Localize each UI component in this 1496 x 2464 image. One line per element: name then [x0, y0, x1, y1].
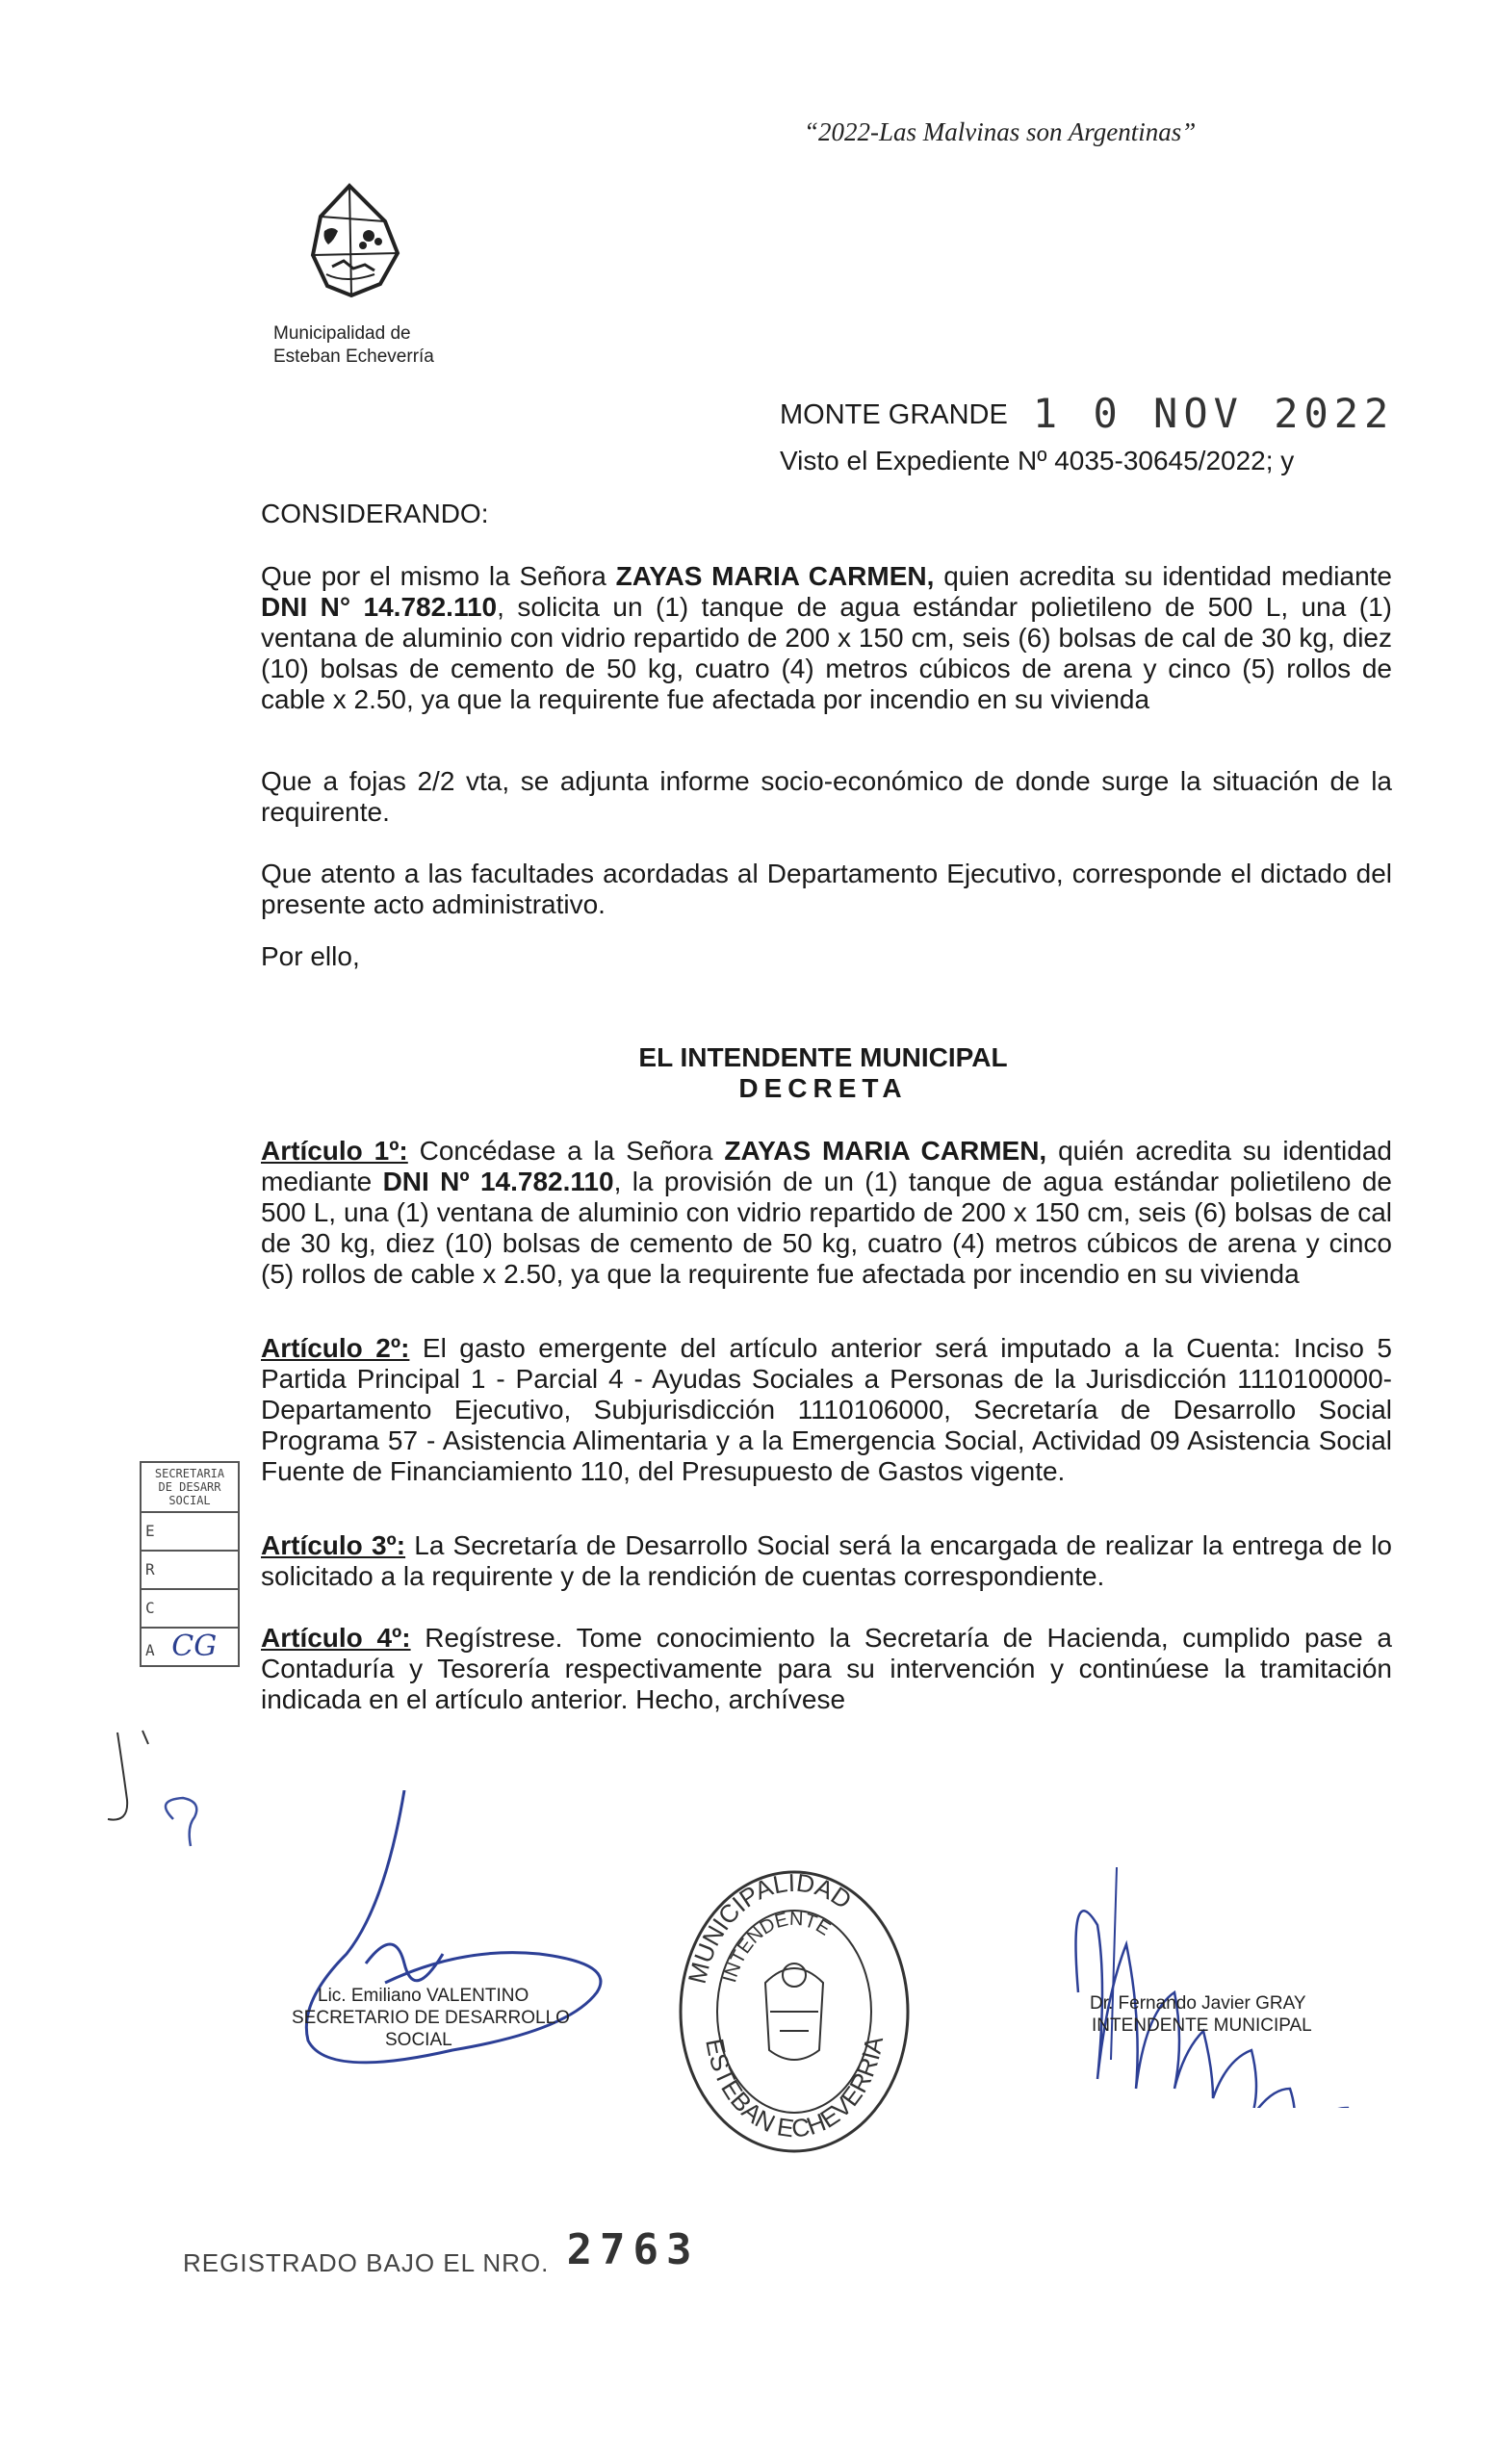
person-name: ZAYAS MARIA CARMEN, [724, 1136, 1047, 1166]
decree-title: EL INTENDENTE MUNICIPAL [638, 1042, 1008, 1072]
date-line [780, 390, 1394, 437]
article-3 [261, 1530, 1392, 1592]
seal-text-inner: INTENDENTE [719, 1908, 835, 1986]
person-name: ZAYAS MARIA CARMEN, [615, 561, 935, 591]
routing-row-c: C [142, 1590, 238, 1629]
text-run: Regístrese. Tome conocimiento la Secretaría de Hacienda, cumplido pase a Contaduría y Tesorería respectivamente para su intervención y continúese la tramitación indicada en el artículo anterior. Hecho, archívese [261, 1623, 1392, 1714]
routing-row-r: R [142, 1552, 238, 1590]
dni-number: DNI N° 14.782.110 [261, 592, 498, 622]
seal-text-top: MUNICIPALIDAD [682, 1867, 858, 1987]
signature-right-line-1: Dr. Fernando Javier GRAY [1090, 1993, 1306, 2014]
routing-row-e: E [142, 1513, 238, 1552]
visto-line: Visto el Expediente Nº 4035-30645/2022; y [780, 446, 1295, 475]
text-run: El gasto emergente del artículo anterior será imputado a la Cuenta: Inciso 5 Partida Principal 1 - Parcial 4 - Ayudas Sociales a Personas de la Jurisdicción 1110100000-Departamento Ejecutivo, Subjurisdicción 1110106000, Secretaría de Desarrollo Social Programa 57 - Asistencia Alimentaria y a la Emergencia Social, Actividad 09 Asistencia Social Fuente de Financiamiento 110, del Presupuesto de Gastos vigente. [261, 1333, 1393, 1486]
routing-row-a [142, 1629, 238, 1665]
routing-initials: CG [171, 1630, 218, 1663]
article-2-label: Artículo 2º: [261, 1333, 410, 1363]
registration-label: REGISTRADO BAJO EL NRO. [183, 2248, 550, 2277]
text-run: quién acredita su identidad mediante [261, 1136, 1392, 1196]
municipality-line-1: Municipalidad de [273, 323, 411, 344]
signature-left-line-2: SECRETARIO DE DESARROLLO [292, 2008, 570, 2028]
article-1-label: Artículo 1º: [261, 1136, 408, 1166]
considerando-paragraph-3: Que atento a las facultades acordadas al Departamento Ejecutivo, corresponde el dictado del presente acto administrativo. [261, 859, 1392, 919]
motto: “2022-Las Malvinas son Argentinas” [804, 117, 1197, 146]
municipality-logo [294, 178, 409, 322]
signature-left-line-1: Lic. Emiliano VALENTINO [318, 1986, 529, 2006]
routing-row-a-letter: A [145, 1641, 155, 1659]
text-run: , la provisión de un (1) tanque de agua estándar polietileno de 500 L, una (1) ventana de aluminio con vidrio repartido de 200 x 150 cm, seis (6) bolsas de cal de 30 kg, diez (10) bolsas de cemento de 50 kg, cuatro (4) metros cúbicos de arena y cinco (5) rollos de cable x 2.50, ya que la requirente fue afectada por incendio en su vivienda [261, 1167, 1392, 1289]
routing-stamp [140, 1461, 240, 1667]
article-2 [261, 1333, 1392, 1487]
place-name: MONTE GRANDE [780, 399, 1008, 430]
considerando-paragraph-2: Que a fojas 2/2 vta, se adjunta informe socio-económico de donde surge la situación de la requirente. [261, 766, 1392, 827]
article-4-label: Artículo 4º: [261, 1623, 411, 1653]
margin-handwriting [96, 1713, 250, 1877]
text-run: Concédase a la Señora [407, 1136, 725, 1166]
considerando-paragraph-1 [261, 561, 1392, 715]
por-ello-line: Por ello, [261, 941, 360, 971]
text-run: La Secretaría de Desarrollo Social será la encargada de realizar la entrega de lo solicitado a la requirente y de la rendición de cuentas correspondiente. [261, 1530, 1392, 1591]
signature-secretary [279, 1790, 635, 2079]
text-run: quien acredita su identidad mediante [934, 561, 1393, 591]
dni-number: DNI Nº 14.782.110 [382, 1167, 614, 1196]
municipality-name [273, 322, 434, 369]
signature-mayor [1040, 1858, 1406, 2108]
official-seal [674, 1867, 915, 2156]
signature-right-line-2: INTENDENTE MUNICIPAL [1092, 2015, 1312, 2036]
routing-header-line-1: SECRETARIA [154, 1467, 225, 1480]
routing-stamp-header [142, 1463, 238, 1513]
seal-text-bottom: ESTEBAN ECHEVERRIA [700, 2034, 890, 2143]
municipality-line-2: Esteban Echeverría [273, 346, 434, 367]
considerando-heading: CONSIDERANDO: [261, 499, 489, 528]
routing-header-line-2: DE DESARR [158, 1480, 221, 1494]
text-run: Que por el mismo la Señora [261, 561, 616, 591]
registration-number: 2763 [566, 2225, 700, 2274]
date-stamp: 1 0 NOV 2022 [1032, 390, 1395, 437]
routing-header-line-3: SOCIAL [168, 1494, 211, 1507]
text-run: , solicita un (1) tanque de agua estándar polietileno de 500 L, una (1) ventana de aluminio con vidrio repartido de 200 x 150 cm, seis (6) bolsas de cal de 30 kg, diez (10) bolsas de cemento de 50 kg, cuatro (4) metros cúbicos de arena y cinco (5) rollos de cable x 2.50, ya que la requirente fue afectada por incendio en su vivienda [261, 592, 1392, 714]
signature-left-line-3: SOCIAL [385, 2030, 452, 2050]
article-1 [261, 1136, 1392, 1290]
decree-verb: DECRETA [738, 1073, 908, 1103]
article-4 [261, 1623, 1392, 1715]
registration-line [183, 2225, 700, 2278]
article-3-label: Artículo 3º: [261, 1530, 406, 1560]
